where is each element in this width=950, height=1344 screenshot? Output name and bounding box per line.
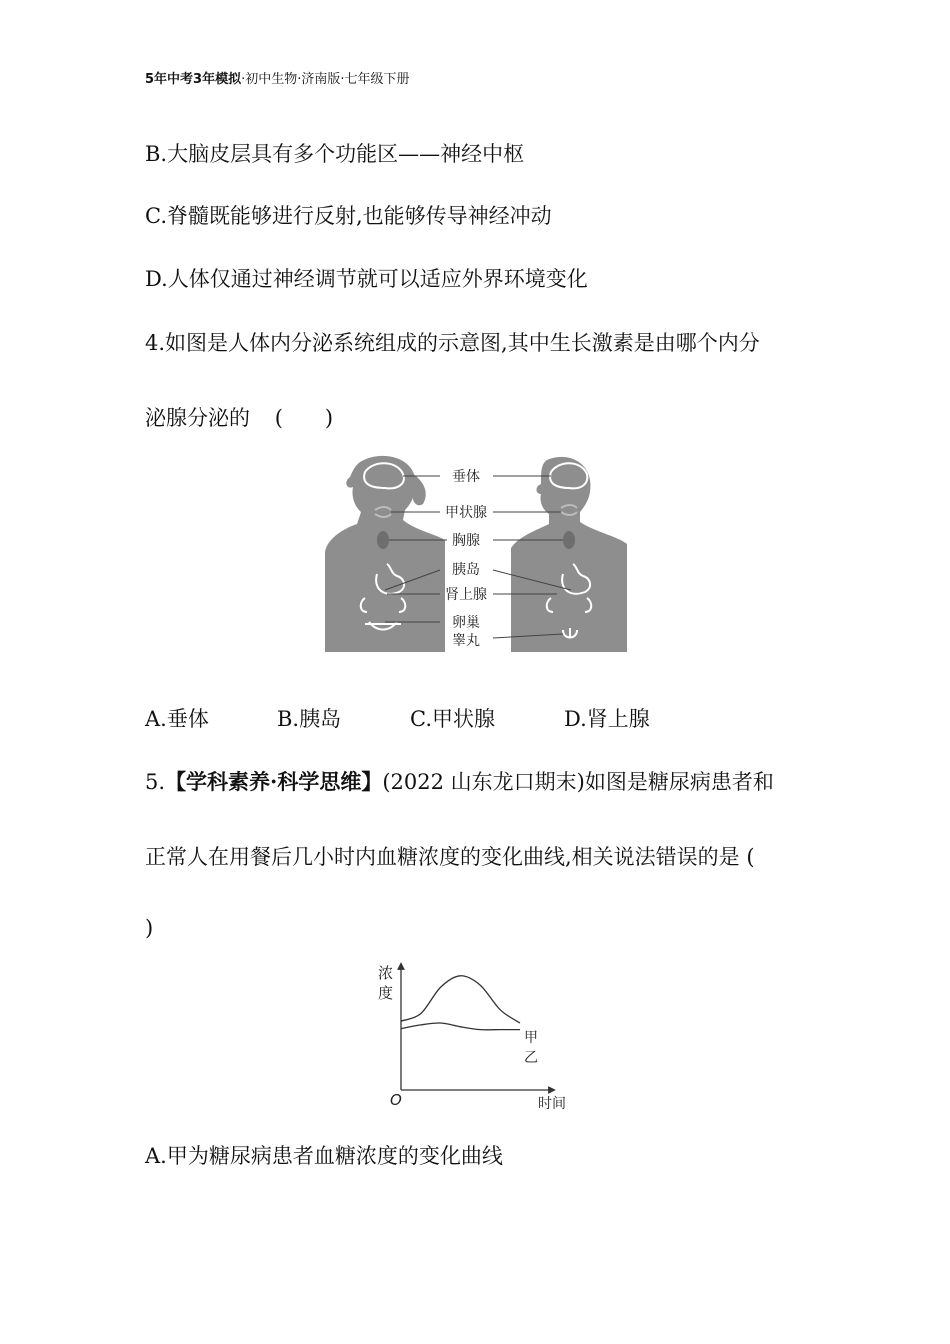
page-header	[145, 68, 410, 87]
q5-number: 5.	[145, 770, 166, 794]
series-line-yi	[401, 1023, 520, 1030]
label-thymus: 胸腺	[452, 533, 480, 549]
q4-option-d[interactable]: D.肾上腺	[564, 707, 650, 731]
blood-sugar-chart	[372, 958, 577, 1116]
origin-label: O	[390, 1091, 402, 1109]
label-thyroid: 甲状腺	[445, 505, 487, 521]
series-label-jia: 甲	[524, 1030, 538, 1046]
book-subtitle: ·初中生物·济南版·七年级下册	[241, 72, 410, 87]
endocrine-figure	[325, 452, 627, 652]
label-pituitary: 垂体	[452, 469, 480, 485]
answer-blank: ( )	[274, 406, 334, 430]
q4-option-b[interactable]: B.胰岛	[277, 707, 342, 731]
q4-stem-line2	[145, 402, 333, 432]
q4-stem-text: 泌腺分泌的	[145, 406, 250, 430]
series-line-jia	[401, 976, 520, 1023]
q5-source: (2022 山东龙口期末)	[382, 770, 585, 794]
q3-option-c[interactable]: C.脊髓既能够进行反射,也能够传导神经冲动	[145, 204, 552, 228]
book-title: 5年中考3年模拟	[145, 72, 242, 87]
x-axis-label: 时间	[538, 1096, 566, 1112]
q5-option-a[interactable]: A.甲为糖尿病患者血糖浓度的变化曲线	[145, 1144, 503, 1168]
q5-stem-text: 如图是糖尿病患者和	[584, 770, 774, 794]
y-axis-label-2: 度	[378, 984, 394, 1002]
y-axis-label-1: 浓	[378, 964, 394, 982]
q3-option-b[interactable]: B.大脑皮层具有多个功能区——神经中枢	[145, 142, 525, 166]
label-islets: 胰岛	[452, 562, 480, 578]
label-ovary: 卵巢	[452, 615, 480, 631]
q5-stem-line1	[145, 766, 774, 796]
q5-stem-line3: )	[145, 916, 154, 940]
label-adrenal: 肾上腺	[445, 587, 487, 603]
label-testis: 睾丸	[452, 633, 480, 649]
q3-option-d[interactable]: D.人体仅通过神经调节就可以适应外界环境变化	[145, 267, 588, 291]
q4-option-a[interactable]: A.垂体	[145, 707, 209, 731]
q4-option-c[interactable]: C.甲状腺	[410, 707, 495, 731]
series-label-yi: 乙	[524, 1050, 538, 1066]
q4-stem-line1: 4.如图是人体内分泌系统组成的示意图,其中生长激素是由哪个内分	[145, 331, 760, 355]
q5-stem-line2: 正常人在用餐后几小时内血糖浓度的变化曲线,相关说法错误的是 (	[145, 845, 755, 869]
q5-tag: 【学科素养·科学思维】	[165, 769, 383, 794]
